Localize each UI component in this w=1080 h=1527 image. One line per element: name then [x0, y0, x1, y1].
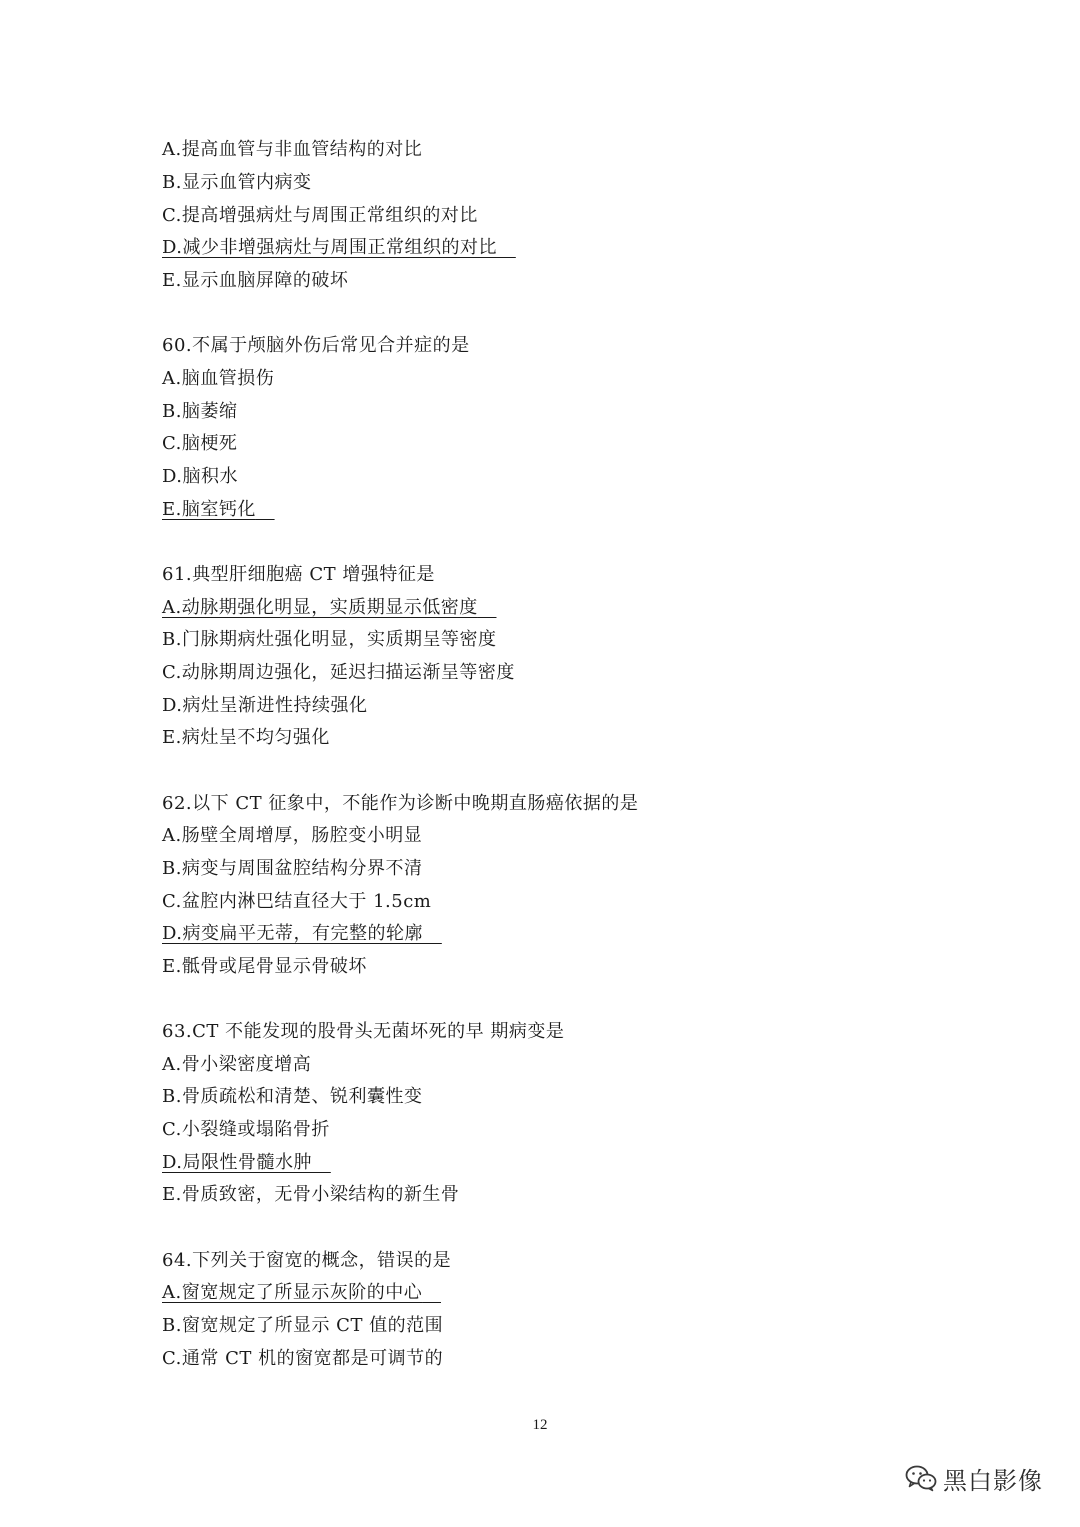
option-60-b: B.脑萎缩 [162, 401, 238, 422]
option-59-a: A.提高血管与非血管结构的对比 [162, 139, 423, 160]
option-62-b: B.病变与周围盆腔结构分界不清 [162, 858, 423, 879]
option-64-c: C.通常 CT 机的窗宽都是可调节的 [162, 1348, 444, 1369]
option-63-e: E.骨质致密，无骨小梁结构的新生骨 [162, 1184, 460, 1205]
option-61-a-answer: A.动脉期强化明显，实质期显示低密度 [162, 597, 478, 618]
option-62-a: A.肠壁全周增厚，肠腔变小明显 [162, 825, 423, 846]
watermark-text: 黑白影像 [943, 1466, 1043, 1495]
question-61-stem: 61.典型肝细胞癌 CT 增强特征是 [162, 564, 435, 585]
question-62-stem: 62.以下 CT 征象中，不能作为诊断中晚期直肠癌依据的是 [162, 793, 639, 814]
option-59-b: B.显示血管内病变 [162, 172, 312, 193]
question-60-stem: 60.不属于颅脑外伤后常见合并症的是 [162, 335, 470, 356]
option-63-b: B.骨质疏松和清楚、锐利囊性变 [162, 1086, 423, 1107]
option-61-e: E.病灶呈不均匀强化 [162, 727, 330, 748]
option-64-b: B.窗宽规定了所显示 CT 值的范围 [162, 1315, 444, 1336]
wechat-icon [905, 1464, 937, 1492]
option-60-c: C.脑梗死 [162, 433, 238, 454]
option-63-a: A.骨小梁密度增高 [162, 1054, 312, 1075]
option-62-c: C.盆腔内淋巴结直径大于 1.5cm [162, 891, 432, 912]
question-63-stem: 63.CT 不能发现的股骨头无菌坏死的早 期病变是 [162, 1021, 565, 1042]
option-62-e: E.骶骨或尾骨显示骨破坏 [162, 956, 367, 977]
option-61-c: C.动脉期周边强化，延迟扫描运渐呈等密度 [162, 662, 515, 683]
page-number: 12 [532, 1417, 548, 1433]
option-60-e-answer: E.脑室钙化 [162, 499, 256, 520]
watermark [905, 1460, 1043, 1496]
option-59-c: C.提高增强病灶与周围正常组织的对比 [162, 205, 478, 226]
option-63-d-answer: D.局限性骨髓水肿 [162, 1152, 313, 1173]
option-60-a: A.脑血管损伤 [162, 368, 275, 389]
option-62-d-answer: D.病变扁平无蒂，有完整的轮廓 [162, 923, 424, 944]
option-59-e: E.显示血脑屏障的破坏 [162, 270, 349, 291]
option-61-b: B.门脉期病灶强化明显，实质期呈等密度 [162, 629, 497, 650]
option-61-d: D.病灶呈渐进性持续强化 [162, 695, 368, 716]
question-64-stem: 64.下列关于窗宽的概念，错误的是 [162, 1250, 452, 1271]
option-59-d-answer: D.减少非增强病灶与周围正常组织的对比 [162, 237, 498, 258]
option-60-d: D.脑积水 [162, 466, 239, 487]
option-63-c: C.小裂缝或塌陷骨折 [162, 1119, 330, 1140]
option-64-a-answer: A.窗宽规定了所显示灰阶的中心 [162, 1282, 423, 1303]
